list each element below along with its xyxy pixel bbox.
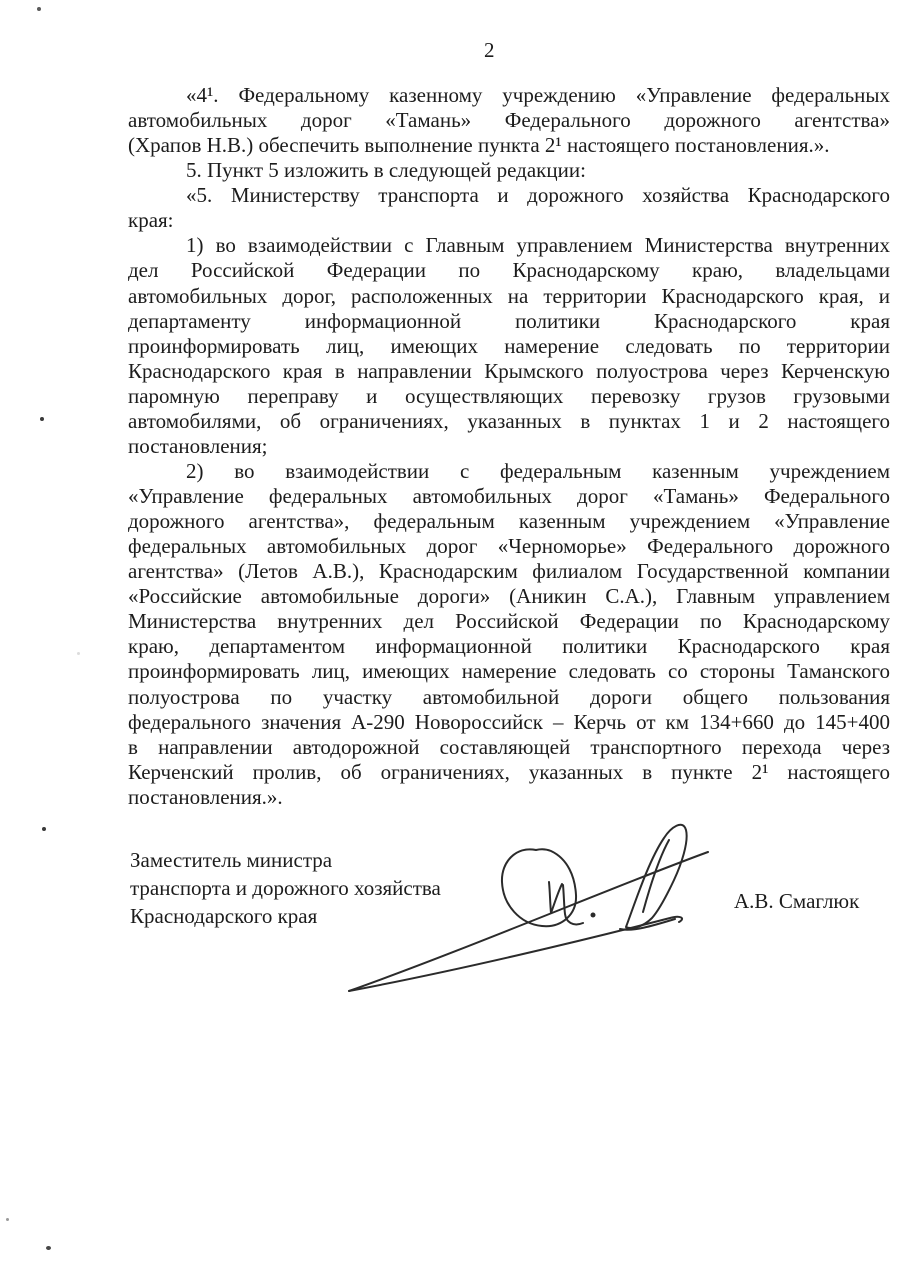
text-line: «Российские автомобильные дороги» (Аникин С.А.), Главным управлением [128,584,890,609]
text-line: проинформировать лиц, имеющих намерение следовать по территории [128,333,890,358]
text-line: департаменту информационной политики Краснодарского края [128,308,890,333]
text-line: Краснодарского края в направлении Крымского полуострова через Керченскую [128,358,890,383]
text-line: края: [128,208,174,233]
text-line: паромную переправу и осуществляющих перевозку грузов грузовыми [128,383,890,408]
scan-artifact-dot [37,7,41,11]
handwritten-signature [330,788,730,1018]
scan-artifact-dot [46,1246,51,1250]
text-line: полуострова по участку автомобильной дороги общего пользования [128,684,890,709]
signatory-title-line: Заместитель министра [130,848,333,872]
text-line: федерального значения А-290 Новороссийск – Керчь от км 134+660 до 145+400 [128,709,890,734]
signatory-title-line: транспорта и дорожного хозяйства [130,876,441,900]
text-line: (Храпов Н.В.) обеспечить выполнение пункта 2¹ настоящего постановления.». [128,133,830,158]
text-line: автомобильных дорог «Тамань» Федерального дорожного агентства» [128,108,890,133]
text-line: проинформировать лиц, имеющих намерение следовать со стороны Таманского [128,659,890,684]
text-line: постановления.». [128,784,283,809]
text-line: Керченский пролив, об ограничениях, указанных в пункте 2¹ настоящего [128,759,890,784]
text-line: 5. Пункт 5 изложить в следующей редакции: [186,158,586,183]
signatory-name: А.В. Смаглюк [734,889,860,913]
text-line: агентства» (Летов А.В.), Краснодарским филиалом Государственной компании [128,559,890,584]
signatory-title-line: Краснодарского края [130,904,318,928]
text-line: в направлении автодорожной составляющей транспортного перехода через [128,734,890,759]
page-number: 2 [484,38,495,62]
scan-artifact-dot [40,417,44,421]
text-line: 1) во взаимодействии с Главным управлением Министерства внутренних [186,233,890,258]
text-line: федеральных автомобильных дорог «Черноморье» Федерального дорожного [128,534,890,559]
text-line: 2) во взаимодействии с федеральным казенным учреждением [186,458,890,483]
text-line: дорожного агентства», федеральным казенным учреждением «Управление [128,509,890,534]
text-line: «Управление федеральных автомобильных дорог «Тамань» Федерального [128,484,890,508]
scan-artifact-dot [6,1218,9,1221]
text-line: постановления; [128,433,268,458]
text-line: автомобилями, об ограничениях, указанных в пунктах 1 и 2 настоящего [128,408,890,433]
text-line: Министерства внутренних дел Российской Федерации по Краснодарскому [128,609,890,634]
text-line: «4¹. Федеральному казенному учреждению «Управление федеральных [186,83,890,107]
document-body [128,83,890,810]
scan-artifact-dot [42,827,46,831]
scan-artifact-dot [77,652,80,655]
text-line: дел Российской Федерации по Краснодарскому краю, владельцами [128,258,890,283]
text-line: краю, департаментом информационной политики Краснодарского края [128,634,890,659]
text-line: «5. Министерству транспорта и дорожного хозяйства Краснодарского [186,183,890,208]
text-line: автомобильных дорог, расположенных на территории Краснодарского края, и [128,283,890,308]
